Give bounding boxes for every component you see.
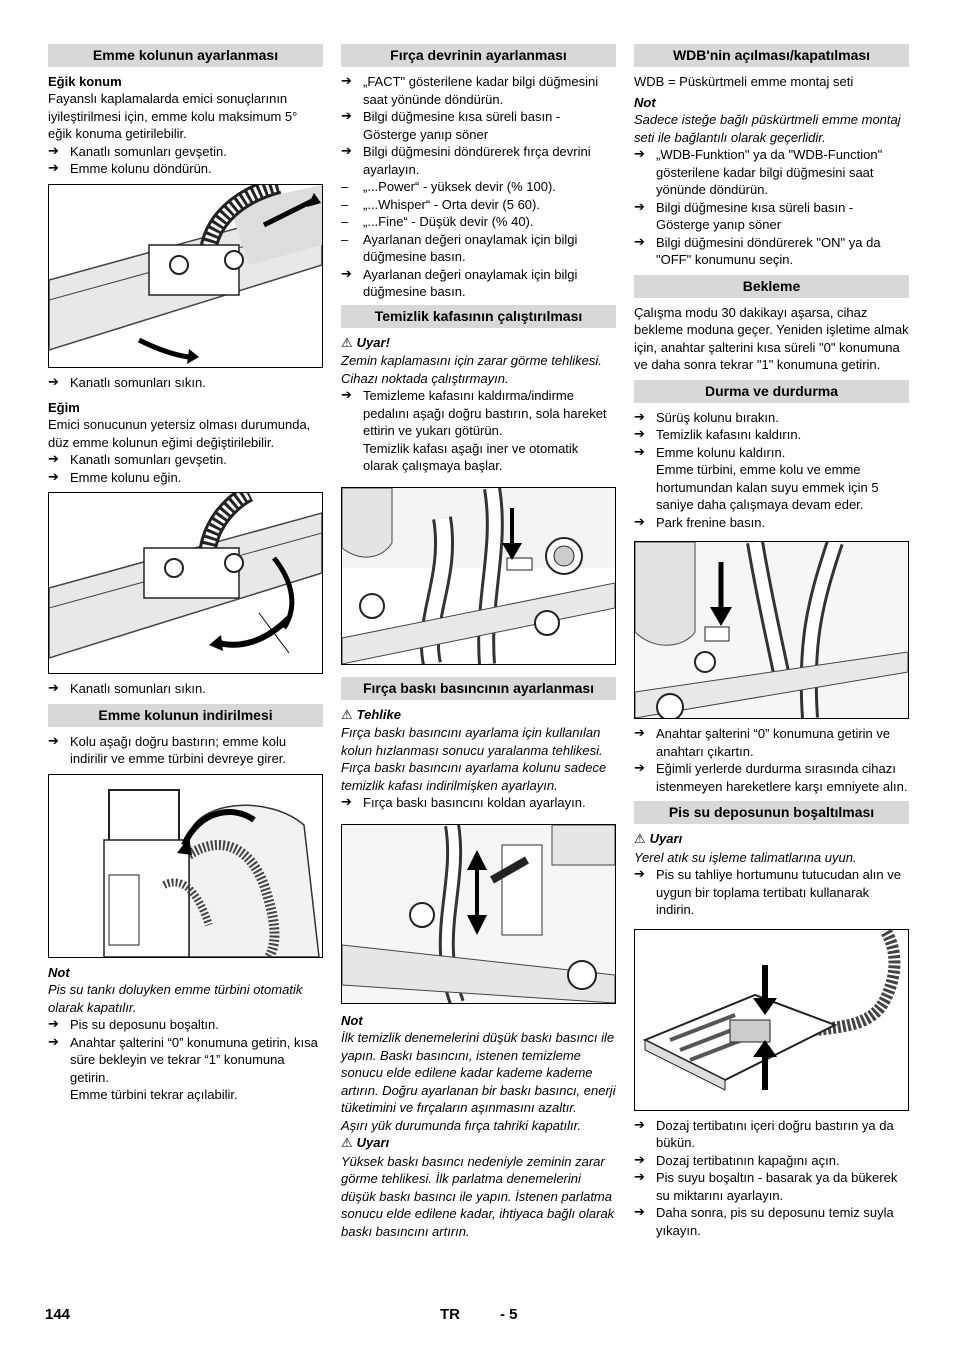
instruction-step: ➔ Bilgi düğmesine kısa süreli basın - Gösterge yanıp söner	[634, 199, 909, 234]
section-header-stop: Durma ve durdurma	[634, 380, 909, 403]
note-label: Not	[341, 1012, 363, 1028]
instruction-step: ➔ Fırça baskı basıncını koldan ayarlayın.	[341, 794, 616, 812]
instruction-step: ➔ Eğimli yerlerde durdurma sırasında cihazı istenmeyen hareketlere karşı emniyete alın.	[634, 760, 909, 795]
option-item: – „...Fine“ - Düşük devir (% 40).	[341, 213, 616, 231]
note-text: İlk temizlik denemelerini düşük baskı basıncı ile yapın. Baskı basıncını, istenen temizleme sonucu elde edilene kadar kademe kademe artırın. Doğru ayarlanan bir baskı basıncı, enerji tüketimini ve fırçaların aşınmasını azaltır.	[341, 1030, 616, 1115]
instruction-step: ➔ Dozaj tertibatını içeri doğru bastırın ya da bükün.	[634, 1117, 909, 1152]
warning-text: Yüksek baskı basıncı nedeniyle zeminin zarar görme tehlikesi. İlk parlatma denemelerini düşük baskı basıncı ile yapın. İstenen parlatma sonucu elde edilene kadar, ihtiyaca bağlı olarak baskı basıncını artırın.	[341, 1153, 615, 1239]
section-header-empty-dirty-water: Pis su deposunun boşaltılması	[634, 801, 909, 824]
note-text: Sadece isteğe bağlı püskürtmeli emme montaj seti ile bağlantılı olarak geçerlidir.	[634, 112, 901, 145]
note-text: Aşırı yük durumunda fırça tahriki kapatılır.	[341, 1117, 582, 1133]
subheading-tilted-position: Eğik konum	[48, 74, 122, 89]
instruction-step: ➔ „FACT" gösterilene kadar bilgi düğmesini saat yönünde döndürün.	[341, 73, 616, 108]
note-text: Pis su tankı doluyken emme türbini otomatik olarak kapatılır.	[48, 982, 303, 1015]
language-code: TR	[440, 1306, 460, 1323]
instruction-step: ➔ Temizlik kafasını kaldırın.	[634, 426, 909, 444]
paragraph: Fayanslı kaplamalarda emici sonuçlarının iyileştirilmesi için, emme kolu maksimum 5° eğik konuma getirilebilir.	[48, 91, 298, 141]
instruction-result: Emme türbini, emme kolu ve emme hortumundan kalan suyu emmek için 5 saniye daha çalışmaya devam eder.	[656, 462, 879, 512]
instruction-result: Emme türbini tekrar açılabilir.	[70, 1087, 238, 1102]
instruction-step: ➔ Kanatlı somunları gevşetin.	[48, 143, 323, 161]
instruction-step: ➔ Dozaj tertibatının kapağını açın.	[634, 1152, 909, 1170]
instruction-step: ➔ Emme kolunu döndürün.	[48, 160, 323, 178]
column-2	[341, 44, 616, 1240]
danger-label: ⚠ Tehlike	[341, 706, 401, 723]
instruction-step: ➔ Kanatlı somunları sıkın.	[48, 374, 323, 392]
warning-triangle-icon: ⚠	[341, 335, 353, 351]
warning-triangle-icon: ⚠	[341, 1136, 353, 1151]
option-item: – „...Power“ - yüksek devir (% 100).	[341, 178, 616, 196]
instruction-step: ➔ Emme kolunu eğin.	[48, 469, 323, 487]
paragraph: WDB = Püskürtmeli emme montaj seti	[634, 74, 854, 89]
figure-suction-lever	[48, 774, 323, 958]
instruction-step: ➔ Ayarlanan değeri onaylamak için bilgi düğmesine basın.	[341, 266, 616, 301]
instruction-step: ➔ Daha sonra, pis su deposunu temiz suyla yıkayın.	[634, 1204, 909, 1239]
section-header-suction-bar-adjust: Emme kolunun ayarlanması	[48, 44, 323, 67]
page-number: 144	[45, 1306, 71, 1323]
option-item: – Ayarlanan değeri onaylamak için bilgi düğmesine basın.	[341, 231, 616, 266]
note-label: Not	[48, 964, 70, 980]
paragraph: Çalışma modu 30 dakikayı aşarsa, cihaz bekleme moduna geçer. Yeniden işletime almak için, anahtar şalterini kısa süreli "0" konumuna ve daha sonra tekrar "1" konumuna getirin.	[634, 304, 909, 372]
section-header-brush-speed: Fırça devrinin ayarlanması	[341, 44, 616, 67]
instruction-step: ➔ „WDB-Funktion" ya da "WDB-Function" gösterilene kadar bilgi düğmesini saat yönünde döndürün.	[634, 146, 909, 199]
option-item: – „...Whisper“ - Orta devir (5 60).	[341, 196, 616, 214]
instruction-step: ➔ Anahtar şalterini “0” konumuna getirin, kısa süre bekleyin ve tekrar “1” konumuna getirin.	[48, 1034, 323, 1087]
instruction-step: ➔ Bilgi düğmesini döndürerek fırça devrini ayarlayın.	[341, 143, 616, 178]
instruction-step: ➔ Bilgi düğmesini döndürerek "ON" ya da "OFF" konumunu seçin.	[634, 234, 909, 269]
note-label: Not	[634, 94, 656, 110]
warning-label: ⚠ Uyarı	[634, 831, 683, 847]
instruction-step: ➔ Bilgi düğmesine kısa süreli basın - Gösterge yanıp söner	[341, 108, 616, 143]
instruction-step: ➔ Pis suyu boşaltın - basarak ya da bükerek su miktarını ayarlayın.	[634, 1169, 909, 1204]
warning-label: ⚠ Uyarı	[341, 1135, 390, 1151]
sub-page-number: - 5	[500, 1306, 518, 1323]
paragraph: Emici sonucunun yetersiz olması durumunda, düz emme kolunun eğimi değiştirilebilir.	[48, 417, 311, 450]
figure-drain-hose	[634, 929, 909, 1111]
instruction-result: Temizlik kafası aşağı iner ve otomatik olarak çalışmaya başlar.	[363, 440, 579, 473]
section-header-cleaning-head: Temizlik kafasının çalıştırılması	[341, 305, 616, 328]
figure-brush-pressure-lever	[341, 824, 616, 1004]
warning-triangle-icon: ⚠	[634, 832, 646, 847]
warning-text: Zemin kaplamasını için zarar görme tehlikesi. Cihazı noktada çalıştırmayın.	[341, 353, 602, 386]
section-header-lower-suction-bar: Emme kolunun indirilmesi	[48, 704, 323, 727]
warning-triangle-icon: ⚠	[341, 707, 353, 723]
instruction-step: ➔ Kolu aşağı doğru bastırın; emme kolu indirilir ve emme türbini devreye girer.	[48, 733, 323, 768]
section-header-wdb: WDB'nin açılması/kapatılması	[634, 44, 909, 67]
instruction-step: ➔ Emme kolunu kaldırın.	[634, 444, 909, 462]
instruction-step: ➔ Kanatlı somunları sıkın.	[48, 680, 323, 698]
warning-text: Yerel atık su işleme talimatlarına uyun.	[634, 849, 857, 865]
instruction-step: ➔ Anahtar şalterini “0” konumuna getirin ve anahtarı çıkartın.	[634, 725, 909, 760]
figure-suction-bar-rotate	[48, 184, 323, 368]
column-3	[634, 44, 909, 1239]
figure-parking-brake	[634, 541, 909, 719]
instruction-step: ➔ Temizleme kafasını kaldırma/indirme pedalını aşağı doğru bastırın, sola hareket ettirin ve yukarı götürün.	[341, 387, 616, 440]
instruction-step: ➔ Kanatlı somunları gevşetin.	[48, 451, 323, 469]
instruction-step: ➔ Sürüş kolunu bırakın.	[634, 409, 909, 427]
warning-label: ⚠ Uyar!	[341, 334, 390, 351]
section-header-standby: Bekleme	[634, 275, 909, 298]
instruction-step: ➔ Pis su tahliye hortumunu tutucudan alın ve uygun bir toplama tertibatı kullanarak indirin.	[634, 866, 909, 919]
subheading-tilt: Eğim	[48, 400, 80, 415]
instruction-step: ➔ Park frenine basın.	[634, 514, 909, 532]
figure-cleaning-head-pedal	[341, 487, 616, 665]
figure-suction-bar-tilt	[48, 492, 323, 674]
column-1	[48, 44, 323, 1104]
section-header-brush-pressure: Fırça baskı basıncının ayarlanması	[341, 677, 616, 700]
instruction-step: ➔ Pis su deposunu boşaltın.	[48, 1016, 323, 1034]
danger-text: Fırça baskı basıncını ayarlama için kullanılan kolun hızlanması sonucu yaralanma tehlikesi. Fırça baskı basıncını ayarlama kolunu sadece temizlik kafası indirilmişken ayarlayın.	[341, 725, 607, 793]
